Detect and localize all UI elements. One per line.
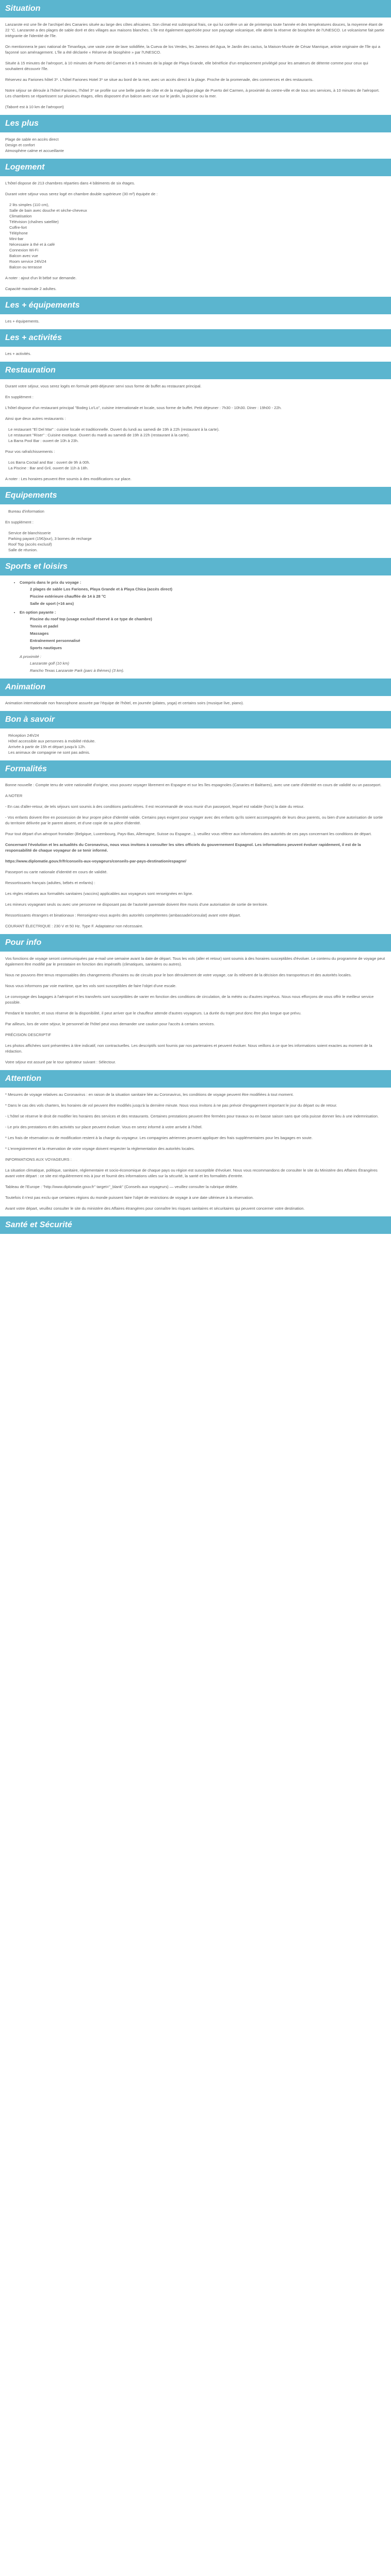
activites-plus-text: Les + activités. bbox=[5, 351, 31, 356]
attention-text: * L'enregistrement et la réservation de votre voyage doivent respecter la réglementation des autorités locales. bbox=[5, 1146, 195, 1151]
list-item: Télévision (chaînes satellite) bbox=[9, 219, 59, 224]
sports-group-title: • En option payante : Piscine du roof top (usage exclusif réservé à ce type de chambre) Tennis et padel Massages Entraînement personnalisé Sports nautiques bbox=[20, 609, 386, 651]
formalites-text: Les règles relatives aux formalités sanitaires (vaccins) applicables aux voyageurs sont renseignées en ligne. bbox=[5, 891, 193, 896]
attention-text: INFORMATIONS AUX VOYAGEURS : bbox=[5, 1157, 72, 1162]
logement-text: Capacité maximale 2 adultes. bbox=[5, 286, 57, 291]
formalites-section bbox=[0, 782, 391, 929]
formalites-text: Ressortissants étrangers et binationaux : Renseignez-vous auprès des autorités compétentes (ambassade/consulat) avant votre départ. bbox=[5, 913, 241, 918]
sports-group-title: A proximité : Lanzarote golf (10 km) Rancho Texas Lanzarote Park (parc à thèmes) (3 km). bbox=[20, 654, 386, 673]
attention-text: * Dans le cas des vols charters, les horaires de vol peuvent être modifiés jusqu'à la dernière minute. Nous vous invitons à ne pas prévoir d'engagement important le jour du départ ou de retour. bbox=[5, 1103, 337, 1108]
list-item: La Piscine : Bar and Gril, ouvert de 11h à 18h. bbox=[8, 466, 89, 470]
list-item: Roof Top (accès exclusif) bbox=[8, 542, 52, 547]
list-item: Téléphone bbox=[9, 231, 28, 235]
info-text: Pendant le transfert, et sous réserve de la disponibilité, il peut arriver que le chauffeur attende d'autres voyageurs. La durée du trajet peut donc être plus longue que prévu. bbox=[5, 1011, 302, 1015]
logement-text: A noter : ajout d'un lit bébé sur demande. bbox=[5, 276, 77, 280]
list-item: Coffre-fort bbox=[9, 225, 27, 230]
info-text: Votre séjour est assuré par le tour opérateur suivant : Sélectour. bbox=[5, 1060, 116, 1064]
list-item: Hôtel accessible aux personnes à mobilité réduite. bbox=[8, 739, 96, 743]
list-item: Balcon avec vue bbox=[9, 253, 38, 258]
info-text: PRÉCISION DESCRIPTIF bbox=[5, 1032, 52, 1037]
info-text: Nous ne pouvons être tenus responsables des changements d'horaires ou de circuits pour le bon déroulement de votre voyage, car ils relèvent de la décision des transporteurs et des autorités locales. bbox=[5, 973, 352, 977]
section-title-activites-plus: Les + activités bbox=[0, 329, 391, 347]
restauration-section bbox=[0, 383, 391, 482]
formalites-text: Passeport ou carte nationale d'identité en cours de validité. bbox=[5, 870, 108, 874]
list-item: Bureau d'information bbox=[8, 509, 44, 514]
bon-a-savoir-section bbox=[0, 733, 391, 755]
page bbox=[0, 0, 391, 1234]
list-item: Salle de bain avec douche et sèche-cheveux bbox=[9, 208, 87, 213]
list-item: Arrivée à partir de 15h et départ jusqu'à 12h. bbox=[8, 744, 86, 749]
info-text: Vos fonctions de voyage seront communiquées par e-mail une semaine avant la date de départ. Tous les vols (aller et retour) sont soumis à des horaires susceptibles d'évoluer. Le contenu du programme de voyage peut également être modifié par le prestataire en fonction des impératifs (climatiques, sanitaires ou autres). bbox=[5, 956, 385, 967]
list-item: Les animaux de compagnie ne sont pas admis. bbox=[8, 750, 90, 755]
formalites-text: Pour tout départ d'un aéroport frontalier (Belgique, Luxembourg, Pays-Bas, Allemagne, Suisse ou Espagne...), veuillez vous référer aux informations des autorités de ces pays concernant les conditions de départ. bbox=[5, 832, 372, 836]
list-item: Plage de sable en accès direct bbox=[5, 137, 59, 142]
attention-text: Tableau de l'Europe : "http://www.diplomatie.gouv.fr" target="_blank" (Conseils aux voyageurs) — veuillez consulter la rubrique dédiée. bbox=[5, 1184, 238, 1189]
formalites-link[interactable]: https://www.diplomatie.gouv.fr/fr/conseils-aux-voyageurs/conseils-par-pays-destination/espagne/ bbox=[5, 859, 187, 863]
attention-text: Avant votre départ, veuillez consulter le site du ministère des Affaires étrangères pour connaître les risques sanitaires et sécuritaires qui peuvent concerner votre destination. bbox=[5, 1206, 305, 1211]
formalites-text: COURANT ÉLECTRIQUE : 230 V et 50 Hz. Type F. Adaptateur non nécessaire. bbox=[5, 924, 143, 928]
sports-group-title: • Compris dans le prix du voyage : 2 plages de sable Los Fariones, Playa Grande et à Playa Chica (accès direct) Piscine extérieure chauffée de 14 à 28 °C Salle de sport (+16 ans) bbox=[20, 580, 386, 606]
list-item: 2 plages de sable Los Fariones, Playa Grande et à Playa Chica (accès direct) bbox=[30, 587, 173, 591]
restauration-text: L'hôtel dispose d'un restaurant principal "Bodeg Lo'Lo", cuisine internationale et locale, sous forme de buffet. Petit déjeuner : 7h30 - 10h30. Diner : 19h00 - 22h. bbox=[5, 405, 282, 410]
situation-text: Notre séjour se déroule à l'hôtel Fariones, l'hôtel 3* se profile sur une belle partie de côte et de la magnifique plage de Puerto del Carmen, à proximité du centre-ville et de tous ses services, à 10 minutes de l'aéroport. Les chambres se répartissent sur plusieurs étages, elles disposent d'un balcon avec vue sur le jardin, la piscine ou la mer. bbox=[5, 88, 380, 98]
list-item: Room service 24h/24 bbox=[9, 259, 46, 264]
list-item: Service de blanchisserie bbox=[8, 531, 51, 535]
equipements-text: En supplément : bbox=[5, 520, 34, 524]
list-item: Los Barra Coctail and Bar : ouvert de 9h à 00h. bbox=[8, 460, 90, 465]
formalites-text: - Vos enfants doivent être en possession de leur propre pièce d'identité valide. Certains pays exigent pour voyager avec des enfants qu'ils soient accompagnés de leurs deux parents, ou bien d'une autorisation de sortie du territoire délivrée par le parent absent, et d'une copie de sa pièce d'identité. bbox=[5, 815, 383, 825]
formalites-text: A NOTER bbox=[5, 793, 23, 798]
formalites-text: - En cas d'aller-retour, de tels séjours sont soumis à des conditions particulières. Il est recommandé de vous munir d'un passeport, lequel est valable (hors) la date du retour. bbox=[5, 804, 304, 809]
list-item: Rancho Texas Lanzarote Park (parc à thèmes) (3 km). bbox=[30, 668, 124, 673]
info-text: Par ailleurs, lors de votre séjour, le personnel de l'hôtel peut vous demander une caution pour l'accès à certains services. bbox=[5, 1022, 215, 1026]
attention-text: - L'hôtel se réserve le droit de modifier les horaires des services et des restaurants. Certaines prestations peuvent être fermées pour travaux ou en basse saison sans que cela puisse donner lieu à une indemnisation. bbox=[5, 1114, 379, 1118]
list-item: Massages bbox=[30, 631, 49, 636]
equipements-section bbox=[0, 509, 391, 553]
section-title-restauration: Restauration bbox=[0, 362, 391, 379]
list-item: Atmosphère calme et accueillante bbox=[5, 148, 64, 153]
attention-text: * Les frais de réservation ou de modification restent à la charge du voyageur. Les compagnies aériennes peuvent appliquer des frais supplémentaires pour les bagages en soute. bbox=[5, 1136, 313, 1140]
attention-text: * Mesures de voyage relatives au Coronavirus : en raison de la situation sanitaire liée au Coronavirus, les conditions de voyage peuvent être modifiées à tout moment. bbox=[5, 1092, 294, 1097]
list-item: Le restaurant "Riser" : Cuisine exotique. Ouvert du mardi au samedi de 19h à 22h (restaurant à la carte). bbox=[8, 433, 190, 437]
list-item: Nécessaire à thé et à café bbox=[9, 242, 55, 247]
logement-text: L'hôtel dispose de 213 chambres réparties dans 4 bâtiments de six étages. bbox=[5, 181, 135, 185]
attention-text: Toutefois il n'est pas exclu que certaines régions du monde puissent faire l'objet de restrictions de voyage à une date ultérieure à la réservation. bbox=[5, 1195, 254, 1200]
list-item: Réception 24h/24 bbox=[8, 733, 39, 738]
list-item: Piscine extérieure chauffée de 14 à 28 °C bbox=[30, 594, 106, 599]
restauration-text: A noter : Les horaires peuvent être soumis à des modifications sur place. bbox=[5, 477, 132, 481]
list-item: Salle de sport (+16 ans) bbox=[30, 601, 74, 606]
section-title-situation: Situation bbox=[0, 0, 391, 18]
situation-text: (Taboré est à 10 km de l'aéroport) bbox=[5, 105, 64, 109]
list-item: Parking payant (15€/jour), 3 bornes de recharge bbox=[8, 536, 92, 541]
section-title-sante: Santé et Sécurité bbox=[0, 1216, 391, 1234]
section-title-sports: Sports et loisirs bbox=[0, 558, 391, 575]
list-item: 2 lits simples (110 cm), bbox=[9, 202, 50, 207]
attention-section bbox=[0, 1092, 391, 1211]
situation-text: Lanzarote est une île de l'archipel des Canaries située au large des côtes africaines. Son climat est subtropical frais, ce qui lui confère un air de printemps toute l'année et des températures douces, la moyenne étant de 22 °C. Lanzarote a des plages de sable doré et des villages aux maisons blanches. L'île est également appréciée pour son paysage volcanique, elle abrite la réserve de biosphère de l'UNESCO. Le volcanisme fait partie intégrante de l'identité de l'île. bbox=[5, 22, 384, 38]
list-item: Lanzarote golf (10 km) bbox=[30, 661, 69, 666]
attention-text: La situation climatique, politique, sanitaire, réglementaire et socio-économique de chaque pays ou région est susceptible d'évoluer. Nous vous recommandons de consulter le site du Ministère des Affaires Étrangères avant votre départ : ce site est régulièrement mis à jour et fournit des informations utiles sur la sécurité, la santé et les formalités d'entrée. bbox=[5, 1168, 378, 1178]
pour-info-section bbox=[0, 956, 391, 1065]
section-title-plus: Les plus bbox=[0, 115, 391, 132]
restauration-text: En supplément : bbox=[5, 395, 34, 399]
list-item: Design et confort bbox=[5, 143, 35, 147]
info-text: Le convoyage des bagages à l'aéroport et les transferts sont susceptibles de varier en fonction des conditions de circulation, de la météo ou d'autres imprévus. Nous nous efforçons de vous offrir le meilleur service possible. bbox=[5, 994, 374, 1005]
section-title-attention: Attention bbox=[0, 1070, 391, 1088]
section-title-animation: Animation bbox=[0, 679, 391, 696]
section-title-logement: Logement bbox=[0, 159, 391, 176]
formalites-text: Les mineurs voyageant seuls ou avec une personne ne disposant pas de l'autorité parentale doivent être munis d'une autorisation de sortie de territoire. bbox=[5, 902, 268, 907]
list-item: Connexion Wi-Fi bbox=[9, 248, 39, 252]
list-item: Entraînement personnalisé bbox=[30, 638, 80, 643]
list-item: Climatisation bbox=[9, 214, 32, 218]
list-item: La Barra Pool Bar : ouvert de 10h à 23h. bbox=[8, 438, 79, 443]
logement-section bbox=[0, 180, 391, 292]
list-item: Balcon ou terrasse bbox=[9, 265, 42, 269]
section-title-pour-info: Pour info bbox=[0, 934, 391, 952]
formalites-text: Bonne nouvelle : Compte tenu de votre nationalité d'origine, vous pouvez voyager librement en Espagne et sur les îles espagnoles (Canaries et Baléares), avec une carte d'identité en cours de validité ou un passeport. bbox=[5, 783, 382, 787]
attention-text: - Le prix des prestations et des activités sur place peuvent évoluer. Vous en serez informé à votre arrivée à l'hôtel. bbox=[5, 1125, 203, 1129]
logement-text: Durant votre séjour vous serez logé en chambre double supérieure (30 m²) équipée de : bbox=[5, 192, 158, 196]
situation-text: On mentionnera le parc national de Timanfaya, une vaste zone de lave solidifiée, la Cueva de los Verdes, les Jameos del Agua, le Jardin des cactus, la Maison-Musée de César Manrique, artiste originaire de l'île qui a façonné son aménagement. L'île a été déclarée « Réserve de biosphère » par l'UNESCO. bbox=[5, 44, 381, 55]
situation-text: Réservez au Fariones hôtel 3*. L'hôtel Fariones Hotel 3* se situe au bord de la mer, avec un accès direct à la plage. Proche de la promenade, des commerces et des restaurants. bbox=[5, 77, 314, 82]
list-item: Sports nautiques bbox=[30, 646, 62, 650]
list-item: Tennis et padel bbox=[30, 624, 58, 629]
section-title-formalites: Formalités bbox=[0, 760, 391, 778]
restauration-text: Pour vos rafraîchissements : bbox=[5, 449, 55, 454]
situation-text: Située à 15 minutes de l'aéroport, à 10 minutes de Puerto del Carmen et à 5 minutes de la plage de Playa Grande, elle bénéficie d'un emplacement privilégié pour les amateurs de détente comme pour ceux qui souhaitent découvrir l'île. bbox=[5, 61, 368, 71]
list-item: Salle de réunion. bbox=[8, 548, 38, 552]
restauration-text: Durant votre séjour, vous serez logés en formule petit-déjeuner servi sous forme de buffet au restaurant principal. bbox=[5, 384, 202, 388]
section-title-bon-a-savoir: Bon à savoir bbox=[0, 711, 391, 728]
list-item: Mini-bar bbox=[9, 236, 24, 241]
list-item: Piscine du roof top (usage exclusif réservé à ce type de chambre) bbox=[30, 617, 152, 621]
section-title-equipements-plus: Les + équipements bbox=[0, 297, 391, 314]
section-title-equipements: Equipements bbox=[0, 487, 391, 504]
list-item: Le restaurant "El Del Mar" : cuisine locale et traditionnelle. Ouvert du lundi au samedi de 19h à 22h (restaurant à la carte). bbox=[8, 427, 220, 432]
animation-text: Animation internationale non francophone assurée par l'équipe de l'hôtel, en journée (pilates, yoga) et certains soirs (musique live, piano). bbox=[5, 701, 244, 705]
formalites-text: Concernant l'évolution et les actualités du Coronavirus, nous vous invitons à consulter les sites officiels du gouvernement Espagnol. Les informations peuvent évoluer rapidement, il est de la responsabilité de chaque voyageur de se tenir informé. bbox=[5, 842, 361, 853]
info-text: Nous vous informons par voie maritime, que les vols sont susceptibles de faire l'objet d'une escale. bbox=[5, 984, 177, 988]
sports-section bbox=[0, 580, 391, 673]
equipements-plus-text: Les + équipements. bbox=[5, 319, 40, 324]
info-text: Les photos affichées sont présentées à titre indicatif, non contractuelles. Les descriptifs sont fournis par nos partenaires et peuvent évoluer. Nous veillons à ce que les informations soient exactes au moment de la rédaction. bbox=[5, 1043, 372, 1054]
situation-section bbox=[0, 22, 391, 110]
plus-section bbox=[0, 137, 391, 154]
formalites-text: Ressortissants français (adultes, bébés et enfants) : bbox=[5, 880, 95, 885]
restauration-text: Ainsi que deux autres restaurants : bbox=[5, 416, 66, 421]
